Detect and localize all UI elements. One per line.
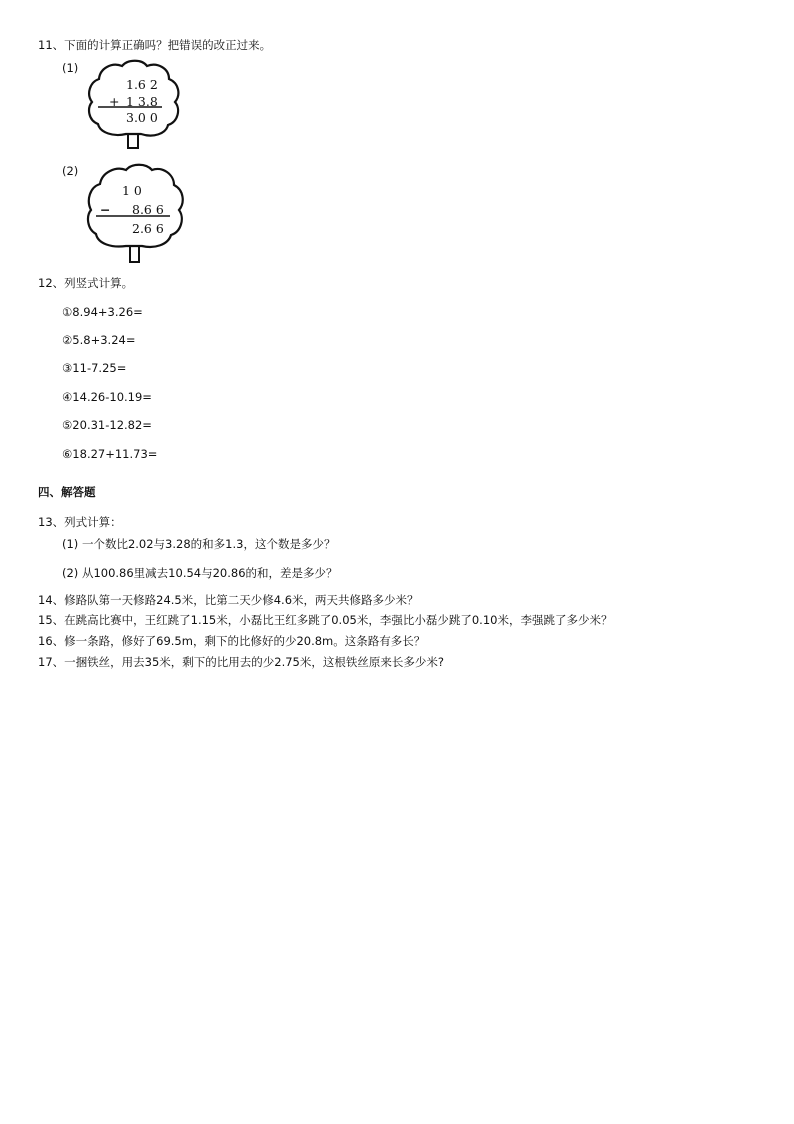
q12-item-3: ③11-7.25= [62, 361, 127, 375]
q13-item-2: (2) 从100.86里减去10.54与20.86的和，差是多少？ [62, 566, 338, 580]
tree-figure-2 [86, 162, 186, 266]
q12-item-1: ①8.94+3.26= [62, 305, 143, 319]
question-17: 17、一捆铁丝，用去35米，剩下的比用去的少2.75米，这根铁丝原来长多少米? [38, 655, 444, 669]
tree1-plus-sign: + [109, 94, 120, 109]
question-12-title: 12、列竖式计算。 [38, 276, 134, 290]
tree2-top-number: 1 0 [122, 183, 142, 198]
tree-figure-1 [86, 58, 182, 154]
q12-item-5: ⑤20.31-12.82= [62, 418, 152, 432]
question-16: 16、修一条路，修好了69.5m，剩下的比修好的少20.8m。这条路有多长？ [38, 634, 426, 648]
q13-item-1: (1) 一个数比2.02与3.28的和多1.3，这个数是多少？ [62, 537, 336, 551]
q12-item-6: ⑥18.27+11.73= [62, 447, 158, 461]
tree1-bottom-number: 1 3.8 [126, 94, 158, 109]
tree2-result: 2.6 6 [132, 221, 164, 236]
question-14: 14、修路队第一天修路24.5米，比第二天少修4.6米，两天共修路多少米？ [38, 593, 419, 607]
q11-part1-label: (1) [62, 61, 79, 75]
tree2-bottom-number: 8.6 6 [132, 202, 164, 217]
question-11-title: 11、下面的计算正确吗？把错误的改正过来。 [38, 38, 272, 52]
tree1-top-number: 1.6 2 [126, 77, 158, 92]
tree1-result: 3.0 0 [126, 110, 158, 125]
q12-item-4: ④14.26-10.19= [62, 390, 152, 404]
question-13-title: 13、列式计算： [38, 515, 122, 529]
question-15: 15、在跳高比赛中，王红跳了1.15米，小磊比王红多跳了0.05米，李强比小磊少跳了0.10米，李强跳了多少米？ [38, 613, 613, 627]
section-4-heading: 四、解答题 [38, 485, 96, 499]
q11-part2-label: (2) [62, 164, 79, 178]
q12-item-2: ②5.8+3.24= [62, 333, 136, 347]
tree2-minus-sign: − [100, 202, 111, 217]
